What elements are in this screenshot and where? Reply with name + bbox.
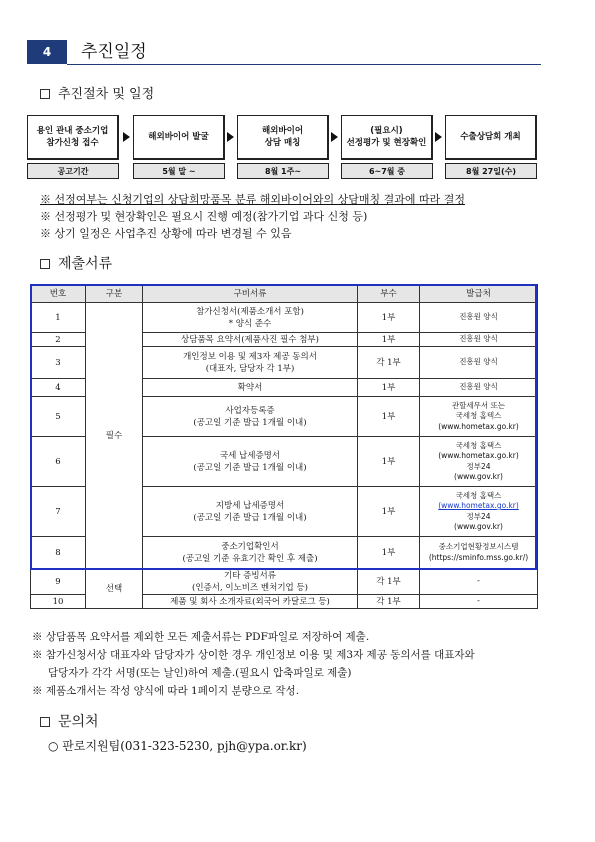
documents-table [30,284,537,609]
step-title: 수출상담회 개최 [445,115,537,160]
process-flow [27,115,541,181]
hometax-link[interactable]: (www.hometax.go.kr) [438,501,519,510]
step-date: 8월 27일(수) [445,163,537,179]
header-issuer: 발급처 [420,285,538,303]
arrow-right-icon [123,132,130,142]
section-number: 4 [27,40,67,64]
category-required: 필수 [86,303,143,569]
process-step-1 [27,115,119,181]
contact-line: ○ 판로지원팀(031-323-5230, pjh@ypa.or.kr) [48,739,307,753]
footnote: ※ 제품소개서는 작성 양식에 따라 1페이지 분량으로 작성. [32,685,300,697]
header-category: 구분 [86,285,143,303]
arrow-right-icon [227,132,234,142]
header-no: 번호 [31,285,86,303]
schedule-heading: 추진절차 및 일정 [40,83,154,102]
section-header [27,40,541,66]
process-step-4 [341,115,433,181]
step-title: 용인 관내 중소기업 참가신청 접수 [27,115,119,160]
checkbox-square-icon [40,259,50,269]
arrow-right-icon [331,132,338,142]
table-row: 4 확약서 1부 진흥원 양식 [31,379,538,397]
step-date: 공고기간 [27,163,119,179]
table-row: 10 제품 및 회사 소개자료(외국어 카달로그 등) 각 1부 - [31,595,538,609]
header-document: 구비서류 [143,285,358,303]
footnote: ※ 상담품목 요약서를 제외한 모든 제출서류는 PDF파일로 저장하여 제출. [32,631,370,643]
section-title: 추진일정 [81,42,147,62]
contact-heading: 문의처 [40,711,99,731]
table-row: 2 상담품목 요약서(제품사진 필수 첨부) 1부 진흥원 양식 [31,333,538,347]
arrow-right-icon [435,132,442,142]
table-row: 9 선택 기타 증빙서류 (인증서, 이노비즈 벤처기업 등) 각 1부 - [31,569,538,595]
step-title: (필요시) 선정평가 및 현장확인 [341,115,433,160]
step-title: 해외바이어 발굴 [133,115,225,160]
table-header-row [31,285,538,303]
step-title: 해외바이어 상담 매칭 [237,115,329,160]
category-optional: 선택 [86,569,143,609]
section-divider [67,64,541,65]
process-step-3 [237,115,329,181]
table-row: 8 중소기업확인서 (공고일 기준 유효기간 확인 후 제출) 1부 중소기업현황정보시스템 (https://sminfo.mss.go.kr/) [31,537,538,569]
table-row: 6 국세 납세증명서 (공고일 기준 발급 1개월 이내) 1부 국세청 홈택스 (www.hometax.go.kr) 정부24 (www.gov.kr) [31,437,538,487]
process-step-2 [133,115,225,181]
process-step-5 [445,115,537,181]
table-row: 1 필수 참가신청서(제품소개서 포함) * 양식 준수 1부 진흥원 양식 [31,303,538,333]
documents-heading: 제출서류 [40,253,112,273]
table-row: 3 개인정보 이용 및 제3자 제공 동의서 (대표자, 담당자 각 1부) 각 1부 진흥원 양식 [31,347,538,379]
table-row: 5 사업자등록증 (공고일 기준 발급 1개월 이내) 1부 관할세무서 또는 국세청 홈텍스 (www.hometax.go.kr) [31,397,538,437]
table-row: 7 지방세 납세증명서 (공고일 기준 발급 1개월 이내) 1부 국세청 홈택스 (www.hometax.go.kr) 정부24 (www.gov.kr) [31,487,538,537]
step-date: 6~7월 중 [341,163,433,179]
note: ※ 선정평가 및 현장확인은 필요시 진행 예정(참가기업 과다 신청 등) [40,210,368,223]
note: ※ 선정여부는 신청기업의 상담희망품목 분류 해외바이어와의 상담매칭 결과에 따라 결정 [40,193,466,206]
step-date: 8월 1주~ [237,163,329,179]
checkbox-square-icon [40,89,50,99]
documents-footnotes [32,628,475,700]
schedule-notes [40,191,465,242]
header-copies: 부수 [358,285,420,303]
step-date: 5월 말 ~ [133,163,225,179]
note: ※ 상기 일정은 사업추진 상황에 따라 변경될 수 있음 [40,227,292,240]
checkbox-square-icon [40,717,50,727]
footnote: 담당자가 각각 서명(또는 날인)하여 제출.(필요시 압축파일로 제출) [48,667,352,679]
footnote: ※ 참가신청서상 대표자와 담당자가 상이한 경우 개인정보 이용 및 제3자 제공 동의서를 대표자와 [32,649,475,661]
